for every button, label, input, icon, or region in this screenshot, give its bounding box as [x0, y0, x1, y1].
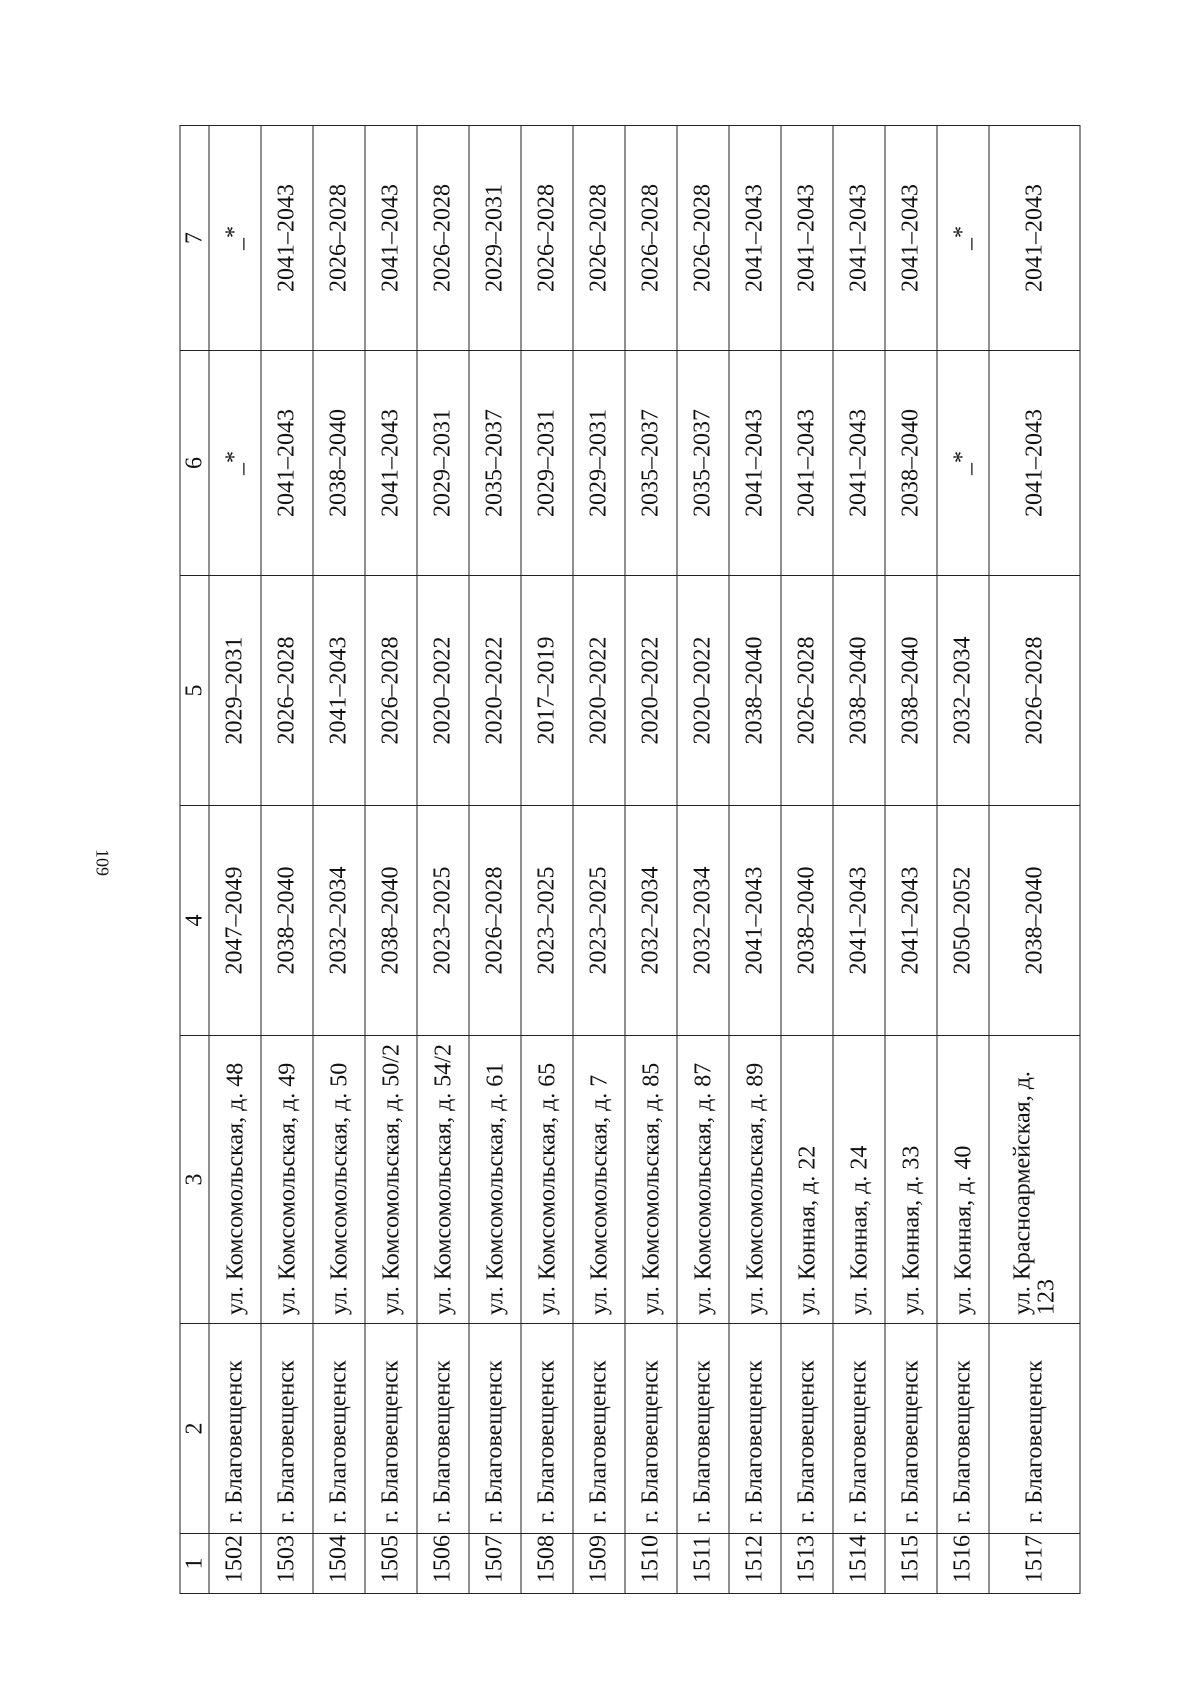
row-id: 1512: [729, 1534, 781, 1594]
table-rotator: [179, 126, 1080, 1594]
row-id: 1510: [625, 1534, 677, 1594]
row-city: г. Благовещенск: [677, 1324, 729, 1534]
row-period-col5: 2041–2043: [313, 576, 365, 806]
table-row: [521, 126, 573, 1594]
column-header: 1: [180, 1534, 209, 1594]
row-address: ул. Комсомольская, д. 65: [521, 1036, 573, 1324]
row-address: ул. Красноармейская, д. 123: [989, 1036, 1080, 1324]
table-row: [989, 126, 1080, 1594]
row-address: ул. Комсомольская, д. 61: [469, 1036, 521, 1324]
table-header-row: [180, 126, 209, 1594]
row-period-col5: 2038–2040: [729, 576, 781, 806]
row-address: ул. Конная, д. 33: [885, 1036, 937, 1324]
row-city: г. Благовещенск: [417, 1324, 469, 1534]
row-address: ул. Комсомольская, д. 54/2: [417, 1036, 469, 1324]
row-period-col7: 2029–2031: [469, 126, 521, 351]
row-city: г. Благовещенск: [625, 1324, 677, 1534]
column-header: 4: [180, 806, 209, 1036]
row-period-col5: 2038–2040: [833, 576, 885, 806]
row-period-col5: 2026–2028: [781, 576, 833, 806]
row-id: 1516: [937, 1534, 989, 1594]
row-period-col7: 2041–2043: [365, 126, 417, 351]
row-address: ул. Комсомольская, д. 50/2: [365, 1036, 417, 1324]
row-period-col6: _*: [209, 351, 261, 576]
row-period-col4: 2032–2034: [313, 806, 365, 1036]
row-address: ул. Комсомольская, д. 89: [729, 1036, 781, 1324]
row-address: ул. Комсомольская, д. 50: [313, 1036, 365, 1324]
row-period-col5: 2026–2028: [989, 576, 1080, 806]
row-period-col6: 2041–2043: [365, 351, 417, 576]
row-city: г. Благовещенск: [521, 1324, 573, 1534]
row-period-col4: 2041–2043: [885, 806, 937, 1036]
row-period-col5: 2020–2022: [469, 576, 521, 806]
row-period-col7: 2026–2028: [573, 126, 625, 351]
row-period-col6: 2029–2031: [417, 351, 469, 576]
row-period-col6: 2035–2037: [625, 351, 677, 576]
row-address: ул. Конная, д. 40: [937, 1036, 989, 1324]
row-period-col6: 2041–2043: [833, 351, 885, 576]
row-period-col5: 2020–2022: [573, 576, 625, 806]
table-row: [261, 126, 313, 1594]
row-period-col6: 2035–2037: [677, 351, 729, 576]
table-container: [179, 126, 1080, 1594]
row-address: ул. Комсомольская, д. 85: [625, 1036, 677, 1324]
row-period-col7: 2041–2043: [885, 126, 937, 351]
table-row: [677, 126, 729, 1594]
row-city: г. Благовещенск: [573, 1324, 625, 1534]
row-city: г. Благовещенск: [885, 1324, 937, 1534]
row-period-col6: 2038–2040: [313, 351, 365, 576]
row-period-col5: 2026–2028: [261, 576, 313, 806]
row-address: ул. Конная, д. 22: [781, 1036, 833, 1324]
row-city: г. Благовещенск: [937, 1324, 989, 1534]
row-period-col7: 2026–2028: [677, 126, 729, 351]
row-period-col5: 2029–2031: [209, 576, 261, 806]
row-id: 1504: [313, 1534, 365, 1594]
row-period-col4: 2047–2049: [209, 806, 261, 1036]
row-period-col7: 2041–2043: [781, 126, 833, 351]
row-period-col4: 2038–2040: [989, 806, 1080, 1036]
row-period-col5: 2020–2022: [625, 576, 677, 806]
row-period-col6: 2029–2031: [521, 351, 573, 576]
row-period-col7: 2026–2028: [313, 126, 365, 351]
row-id: 1517: [989, 1534, 1080, 1594]
row-period-col5: 2038–2040: [885, 576, 937, 806]
row-period-col6: 2038–2040: [885, 351, 937, 576]
table-row: [781, 126, 833, 1594]
row-period-col4: 2041–2043: [833, 806, 885, 1036]
row-period-col6: 2041–2043: [729, 351, 781, 576]
column-header: 5: [180, 576, 209, 806]
column-header: 2: [180, 1324, 209, 1534]
row-address: ул. Конная, д. 24: [833, 1036, 885, 1324]
row-period-col4: 2032–2034: [625, 806, 677, 1036]
row-period-col4: 2038–2040: [781, 806, 833, 1036]
row-id: 1511: [677, 1534, 729, 1594]
table-row: [833, 126, 885, 1594]
column-header: 3: [180, 1036, 209, 1324]
row-city: г. Благовещенск: [729, 1324, 781, 1534]
row-period-col4: 2026–2028: [469, 806, 521, 1036]
row-id: 1508: [521, 1534, 573, 1594]
table-row: [573, 126, 625, 1594]
page-number: 109: [92, 849, 113, 876]
row-address: ул. Комсомольская, д. 87: [677, 1036, 729, 1324]
row-id: 1509: [573, 1534, 625, 1594]
row-period-col5: 2020–2022: [677, 576, 729, 806]
row-city: г. Благовещенск: [833, 1324, 885, 1534]
table-row: [885, 126, 937, 1594]
row-period-col6: 2041–2043: [261, 351, 313, 576]
row-period-col4: 2023–2025: [521, 806, 573, 1036]
row-period-col7: 2026–2028: [625, 126, 677, 351]
row-period-col5: 2026–2028: [365, 576, 417, 806]
data-table: [179, 125, 1080, 1594]
row-period-col5: 2032–2034: [937, 576, 989, 806]
row-period-col7: 2041–2043: [261, 126, 313, 351]
row-id: 1505: [365, 1534, 417, 1594]
row-city: г. Благовещенск: [209, 1324, 261, 1534]
row-period-col4: 2032–2034: [677, 806, 729, 1036]
row-id: 1506: [417, 1534, 469, 1594]
row-period-col7: _*: [209, 126, 261, 351]
row-period-col6: 2041–2043: [989, 351, 1080, 576]
row-period-col7: 2026–2028: [521, 126, 573, 351]
table-row: [625, 126, 677, 1594]
table-row: [729, 126, 781, 1594]
row-period-col4: 2041–2043: [729, 806, 781, 1036]
row-city: г. Благовещенск: [989, 1324, 1080, 1534]
row-period-col6: 2029–2031: [573, 351, 625, 576]
row-id: 1507: [469, 1534, 521, 1594]
table-row: [417, 126, 469, 1594]
row-id: 1513: [781, 1534, 833, 1594]
row-period-col4: 2038–2040: [365, 806, 417, 1036]
table-row: [469, 126, 521, 1594]
column-header: 6: [180, 351, 209, 576]
row-city: г. Благовещенск: [365, 1324, 417, 1534]
row-period-col4: 2023–2025: [573, 806, 625, 1036]
row-period-col7: 2041–2043: [729, 126, 781, 351]
row-id: 1502: [209, 1534, 261, 1594]
row-period-col7: 2041–2043: [989, 126, 1080, 351]
table-body: [209, 126, 1080, 1594]
row-id: 1515: [885, 1534, 937, 1594]
table-row: [313, 126, 365, 1594]
row-address: ул. Комсомольская, д. 48: [209, 1036, 261, 1324]
row-period-col4: 2050–2052: [937, 806, 989, 1036]
column-header: 7: [180, 126, 209, 351]
row-period-col4: 2023–2025: [417, 806, 469, 1036]
row-period-col7: _*: [937, 126, 989, 351]
table-row: [209, 126, 261, 1594]
row-address: ул. Комсомольская, д. 7: [573, 1036, 625, 1324]
table-row: [937, 126, 989, 1594]
row-id: 1514: [833, 1534, 885, 1594]
row-period-col6: _*: [937, 351, 989, 576]
table-row: [365, 126, 417, 1594]
row-id: 1503: [261, 1534, 313, 1594]
row-period-col7: 2041–2043: [833, 126, 885, 351]
row-city: г. Благовещенск: [261, 1324, 313, 1534]
row-period-col5: 2020–2022: [417, 576, 469, 806]
row-period-col6: 2035–2037: [469, 351, 521, 576]
row-city: г. Благовещенск: [313, 1324, 365, 1534]
row-city: г. Благовещенск: [781, 1324, 833, 1534]
row-period-col4: 2038–2040: [261, 806, 313, 1036]
row-period-col5: 2017–2019: [521, 576, 573, 806]
row-period-col7: 2026–2028: [417, 126, 469, 351]
row-period-col6: 2041–2043: [781, 351, 833, 576]
row-address: ул. Комсомольская, д. 49: [261, 1036, 313, 1324]
row-city: г. Благовещенск: [469, 1324, 521, 1534]
